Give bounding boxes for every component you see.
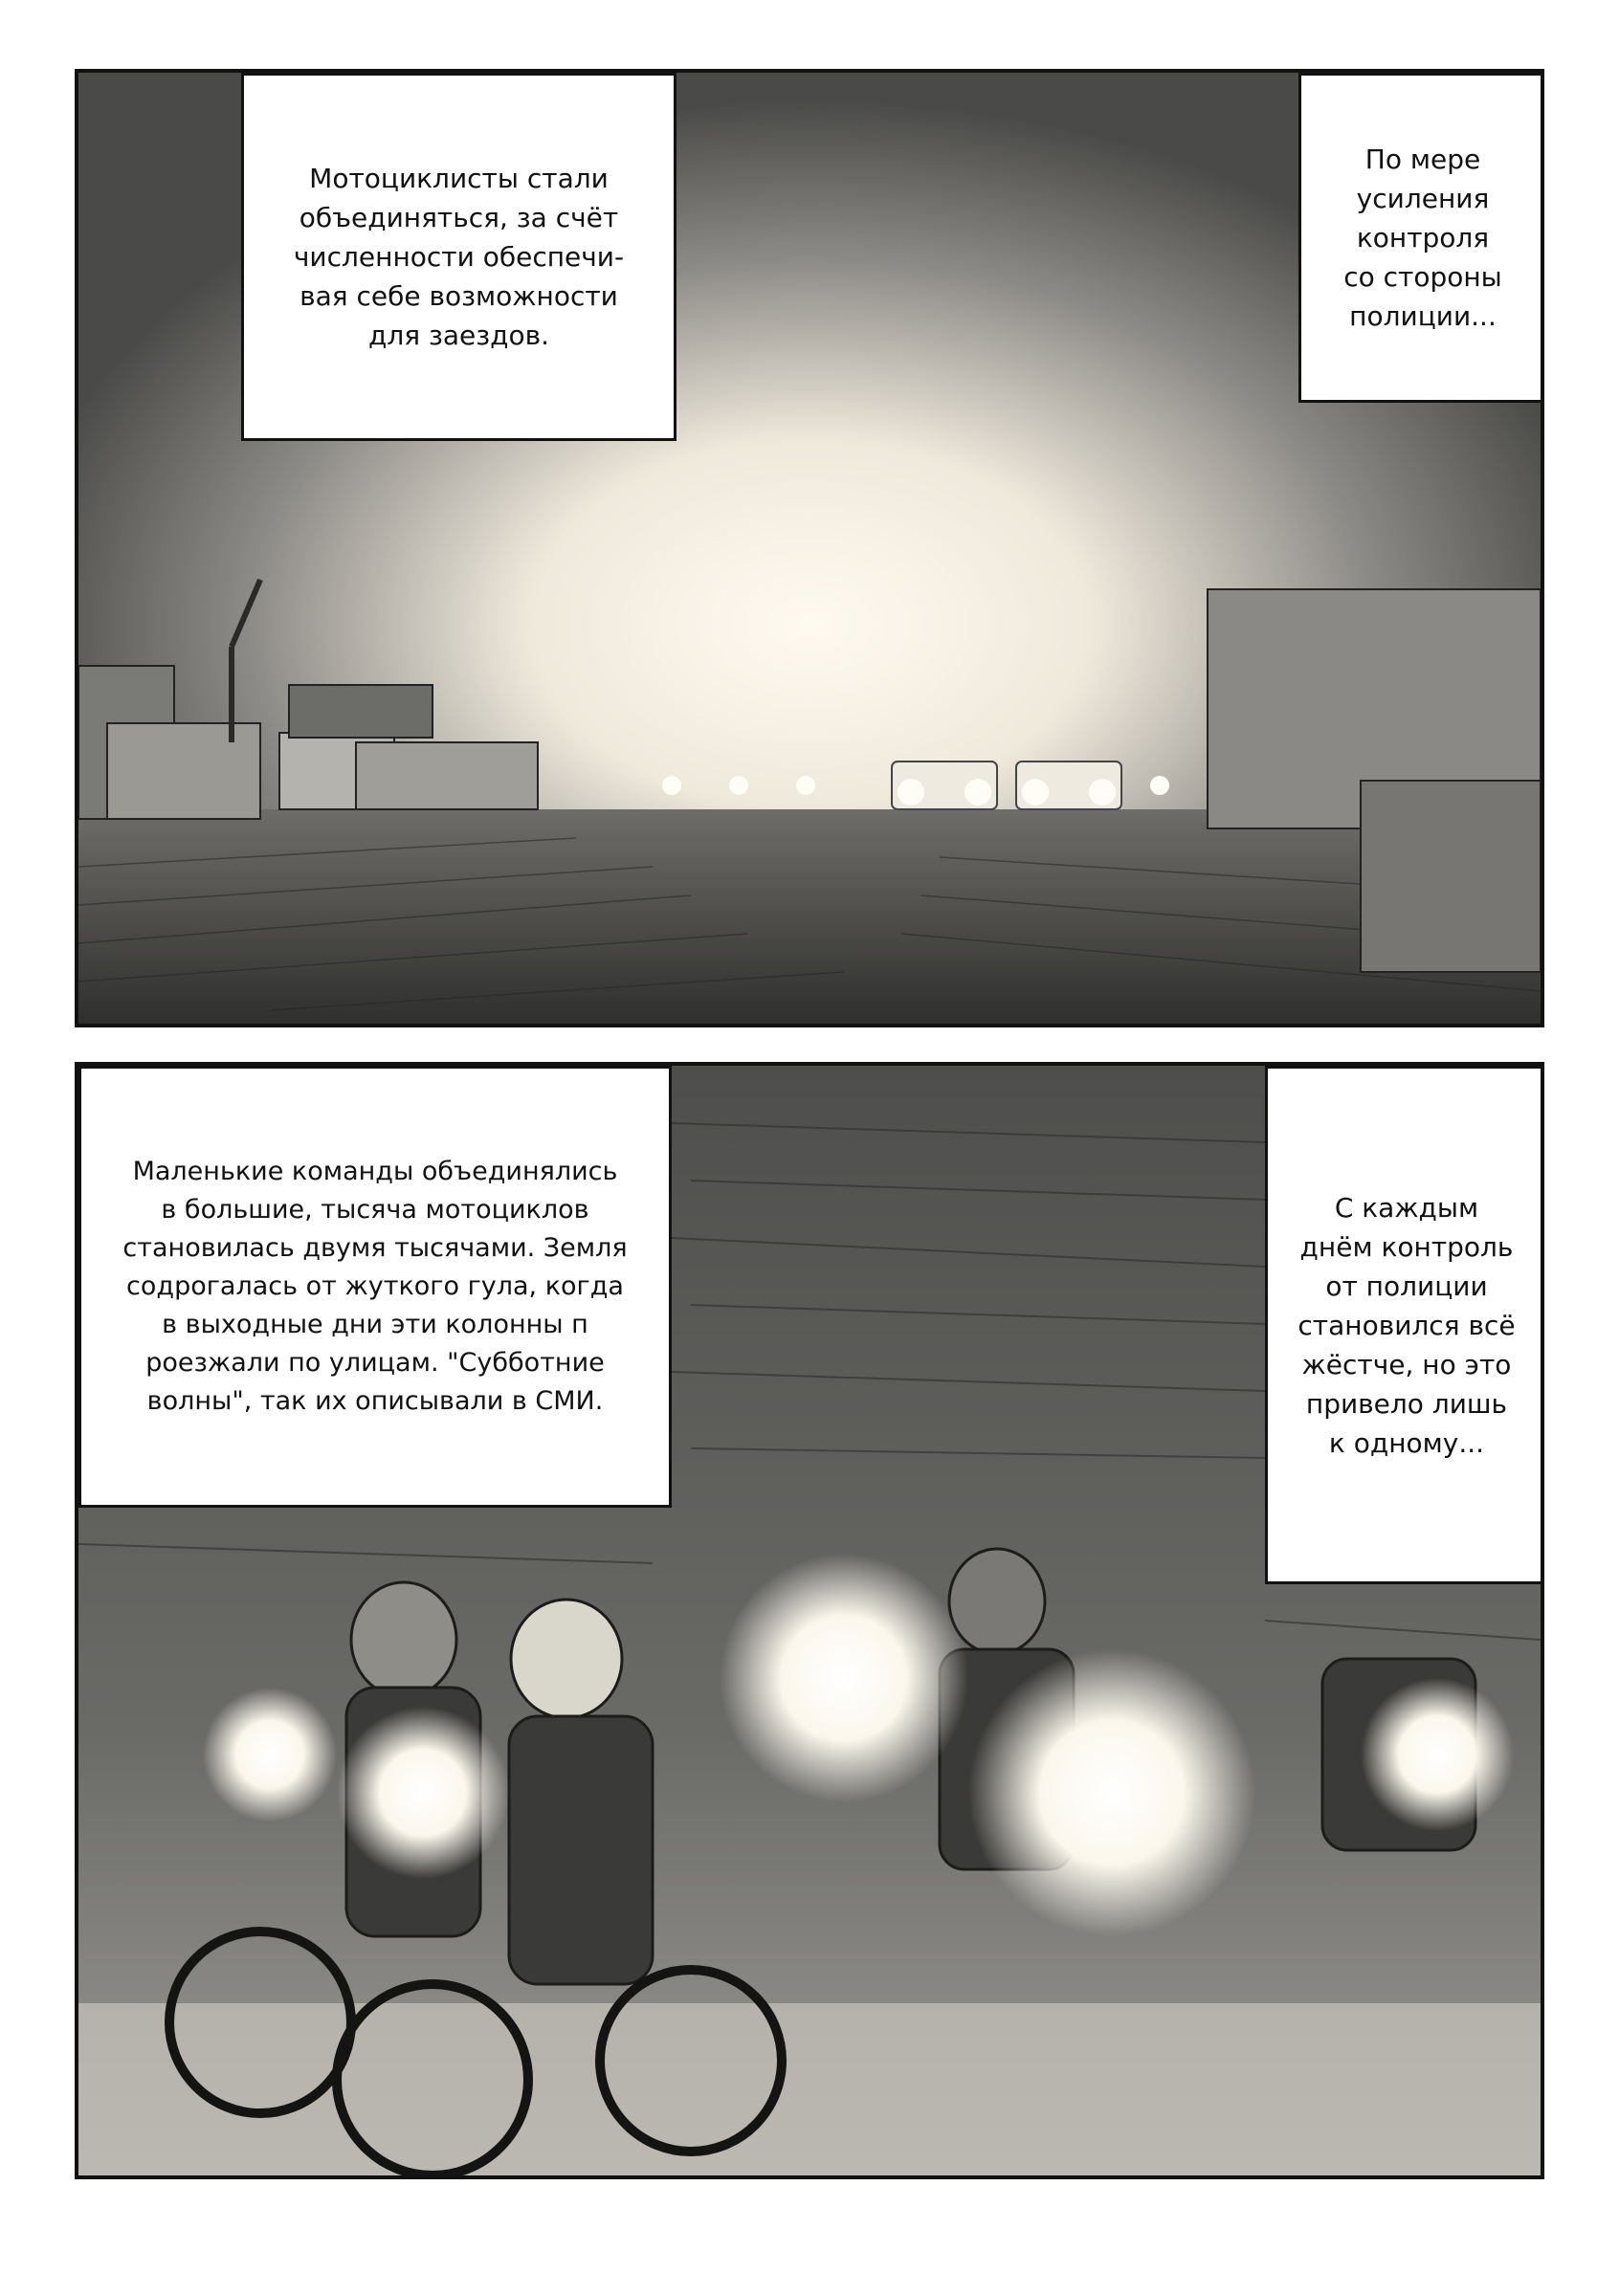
caption-box: По мере усиления контроля со стороны полиции... — [1298, 73, 1544, 403]
caption-box: С каждым днём контроль от полиции становился всё жёстче, но это привело лишь к одному... — [1265, 1066, 1544, 1584]
caption-box: Маленькие команды объединялись в большие, тысяча мотоциклов становилась двумя тысячами. Земля содрогалась от жуткого гула, когда в выходные дни эти колонны п роезжали по улицам. "Субботние волны", так их описывали в СМИ. — [78, 1066, 672, 1508]
comic-panel-2 — [75, 1062, 1544, 2179]
caption-box: Мотоциклисты стали объединяться, за счёт численности обеспечи- вая себе возможности для заездов. — [241, 73, 676, 441]
ground — [78, 809, 1541, 1024]
road — [78, 2003, 1541, 2175]
comic-panel-1 — [75, 69, 1544, 1027]
